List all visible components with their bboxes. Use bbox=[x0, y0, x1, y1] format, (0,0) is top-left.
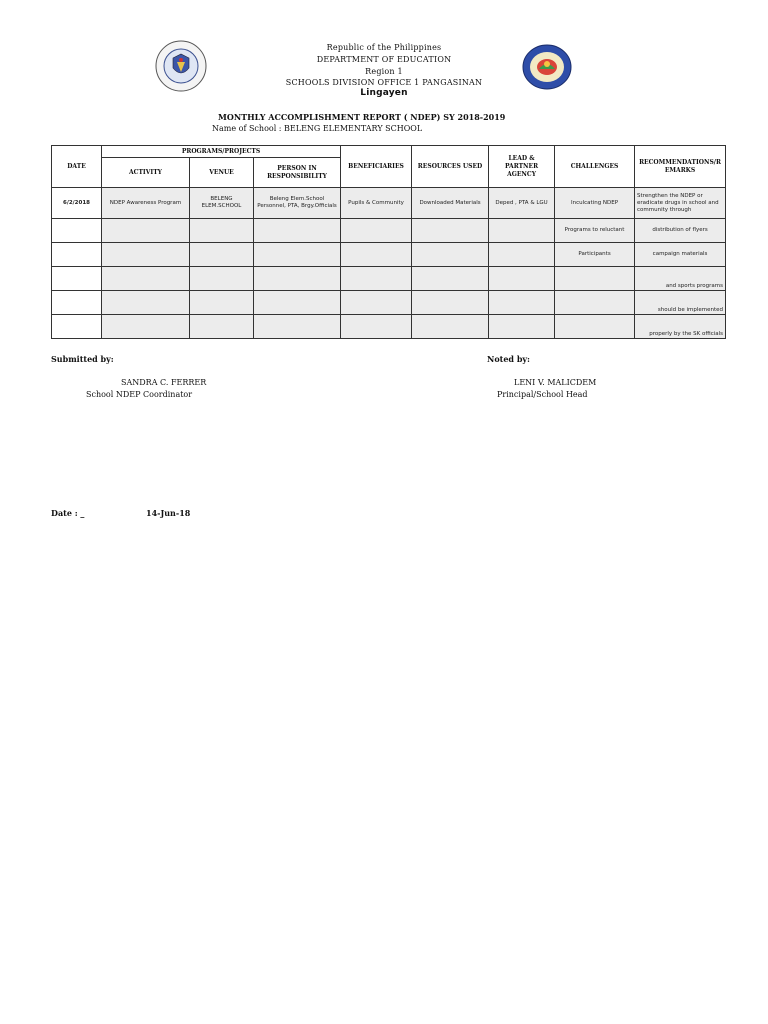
header-challenges: CHALLENGES bbox=[555, 146, 635, 188]
cell-person bbox=[254, 315, 341, 339]
header-person-in-responsibility: PERSON IN RESPONSIBILITY bbox=[254, 158, 341, 188]
cell-resources bbox=[412, 315, 489, 339]
submitted-by-title: School NDEP Coordinator bbox=[86, 390, 193, 399]
cell-venue bbox=[190, 267, 254, 291]
accomplishment-table bbox=[51, 145, 726, 339]
header-division-office: SCHOOLS DIVISION OFFICE 1 PANGASINAN bbox=[285, 78, 483, 87]
cell-challenges bbox=[555, 267, 635, 291]
report-title: MONTHLY ACCOMPLISHMENT REPORT ( NDEP) SY 2018-2019 bbox=[218, 112, 506, 122]
cell-resources bbox=[412, 219, 489, 243]
cell-person: Beleng Elem.School Personnel, PTA, Brgy.Officials bbox=[254, 188, 341, 219]
cell-recommendations: distribution of flyers bbox=[635, 219, 726, 243]
cell-lead bbox=[489, 291, 555, 315]
cell-date bbox=[52, 243, 102, 267]
cell-lead bbox=[489, 219, 555, 243]
cell-venue bbox=[190, 243, 254, 267]
cell-recommendations: properly by the SK officials bbox=[635, 315, 726, 339]
cell-lead bbox=[489, 315, 555, 339]
cell-beneficiaries bbox=[341, 291, 412, 315]
cell-venue bbox=[190, 291, 254, 315]
cell-person bbox=[254, 243, 341, 267]
header-activity: ACTIVITY bbox=[102, 158, 190, 188]
table-row bbox=[52, 219, 726, 243]
date-value: 14-Jun-18 bbox=[146, 508, 191, 518]
cell-venue bbox=[190, 315, 254, 339]
cell-activity: NDEP Awareness Program bbox=[102, 188, 190, 219]
header-region: Region 1 bbox=[365, 67, 403, 76]
cell-beneficiaries bbox=[341, 243, 412, 267]
table-row bbox=[52, 291, 726, 315]
header-lead-partner-agency: LEAD & PARTNER AGENCY bbox=[489, 146, 555, 188]
cell-resources bbox=[412, 291, 489, 315]
cell-activity bbox=[102, 291, 190, 315]
header-resources-used: RESOURCES USED bbox=[412, 146, 489, 188]
cell-beneficiaries bbox=[341, 315, 412, 339]
cell-lead bbox=[489, 267, 555, 291]
school-name-line: Name of School : BELENG ELEMENTARY SCHOOL bbox=[212, 124, 423, 133]
cell-lead: Deped , PTA & LGU bbox=[489, 188, 555, 219]
cell-resources bbox=[412, 243, 489, 267]
cell-challenges bbox=[555, 315, 635, 339]
cell-activity bbox=[102, 243, 190, 267]
date-label: Date : _ bbox=[51, 508, 85, 518]
cell-date bbox=[52, 291, 102, 315]
cell-beneficiaries: Pupils & Community bbox=[341, 188, 412, 219]
cell-venue bbox=[190, 219, 254, 243]
cell-date: 6/2/2018 bbox=[52, 188, 102, 219]
cell-activity bbox=[102, 267, 190, 291]
cell-resources bbox=[412, 267, 489, 291]
cell-activity bbox=[102, 315, 190, 339]
cell-lead bbox=[489, 243, 555, 267]
table-row bbox=[52, 315, 726, 339]
cell-person bbox=[254, 267, 341, 291]
table-row bbox=[52, 267, 726, 291]
cell-beneficiaries bbox=[341, 267, 412, 291]
table-row bbox=[52, 243, 726, 267]
cell-person bbox=[254, 219, 341, 243]
cell-date bbox=[52, 315, 102, 339]
header-department: DEPARTMENT OF EDUCATION bbox=[316, 55, 452, 64]
cell-resources: Downloaded Materials bbox=[412, 188, 489, 219]
cell-venue: BELENG ELEM.SCHOOL bbox=[190, 188, 254, 219]
cell-person bbox=[254, 291, 341, 315]
submitted-by-label: Submitted by: bbox=[51, 354, 114, 364]
table-row bbox=[52, 188, 726, 219]
cell-challenges: Participants bbox=[555, 243, 635, 267]
cell-activity bbox=[102, 219, 190, 243]
header-venue: VENUE bbox=[190, 158, 254, 188]
header-lingayen: Lingayen bbox=[360, 88, 408, 98]
header-beneficiaries: BENEFICIARIES bbox=[341, 146, 412, 188]
cell-challenges bbox=[555, 291, 635, 315]
cell-beneficiaries bbox=[341, 219, 412, 243]
header-republic: Republic of the Philippines bbox=[326, 43, 442, 52]
header-recommendations: RECOMMENDATIONS/REMARKS bbox=[635, 146, 726, 188]
cell-challenges: Programs to reluctant bbox=[555, 219, 635, 243]
submitted-by-name: SANDRA C. FERRER bbox=[121, 378, 207, 387]
cell-recommendations: Strengthen the NDEP or eradicate drugs in school and community through bbox=[635, 188, 726, 219]
header-date: DATE bbox=[52, 146, 102, 188]
cell-date bbox=[52, 267, 102, 291]
noted-by-label: Noted by: bbox=[487, 354, 531, 364]
header-programs-projects: PROGRAMS/PROJECTS bbox=[102, 146, 341, 158]
noted-by-title: Principal/School Head bbox=[497, 390, 588, 399]
cell-challenges: Inculcating NDEP bbox=[555, 188, 635, 219]
cell-date bbox=[52, 219, 102, 243]
noted-by-name: LENI V. MALICDEM bbox=[514, 378, 597, 387]
cell-recommendations: should be implemented bbox=[635, 291, 726, 315]
cell-recommendations: and sports programs bbox=[635, 267, 726, 291]
cell-recommendations: campaign materials bbox=[635, 243, 726, 267]
